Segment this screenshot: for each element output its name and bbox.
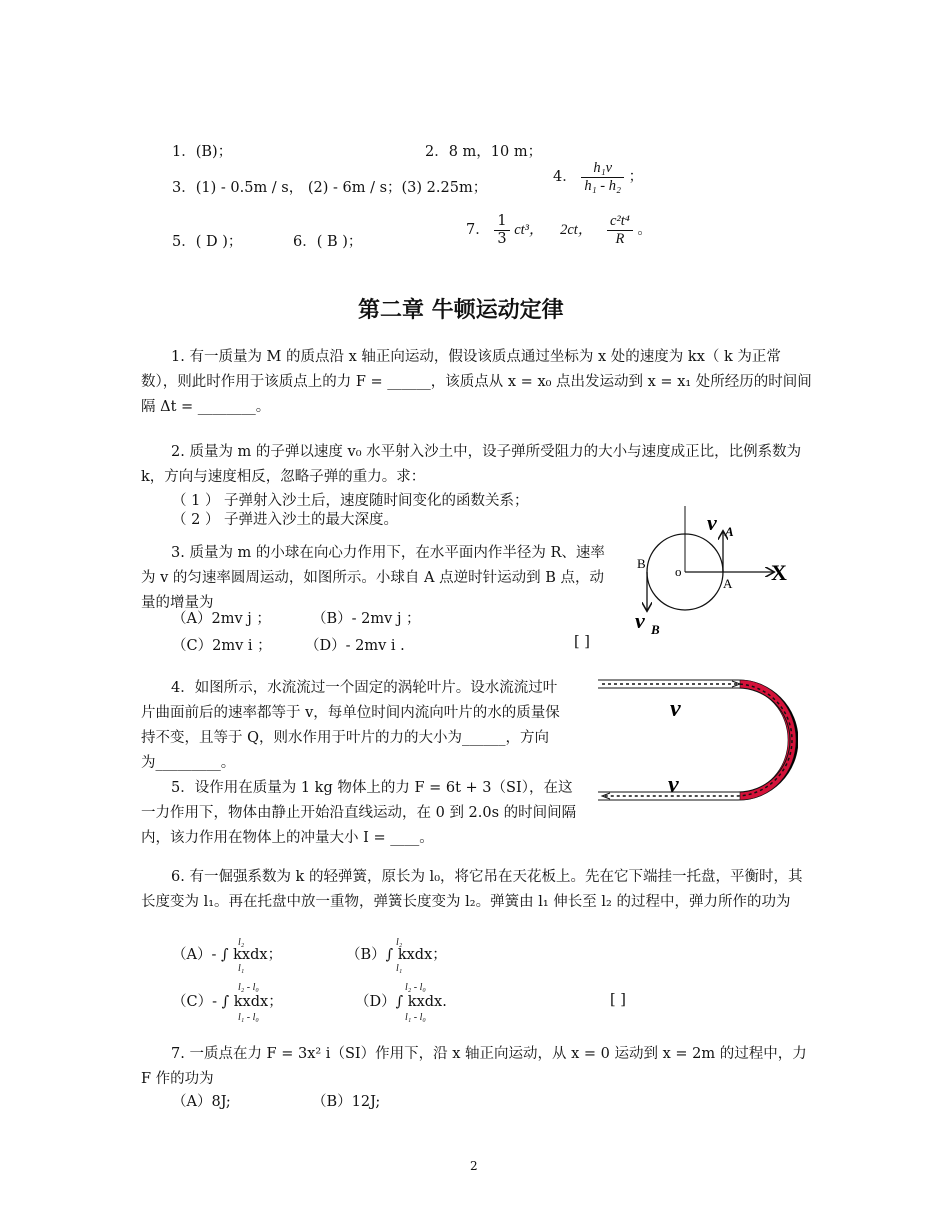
question-3: 3. 质量为 m 的小球在向心力作用下，在水平面内作半径为 R、速率为 v 的匀速率圆周运动，如图所示。小球自 A 点逆时针运动到 B 点，动量的增量为 xyxy=(141,545,605,611)
question-7-option-a: （A）8J; xyxy=(172,1094,231,1110)
point-a-label: A xyxy=(723,576,733,591)
question-6-option-c-text: （C）- ∫ kxdx； xyxy=(172,994,283,1010)
option-a-lower-limit: l₁ xyxy=(238,963,245,974)
answer-4-numerator: h₁v xyxy=(581,160,624,178)
answer-7-term-2: 2ct， xyxy=(560,222,593,239)
answer-5: 5．( D )； xyxy=(172,234,243,250)
question-6-answer-bracket: [ ] xyxy=(610,992,626,1008)
answer-7-label: 7． xyxy=(466,222,490,239)
option-c-upper-limit: l₂ - l₀ xyxy=(238,982,259,993)
answer-4-denominator: h₁ - h₂ xyxy=(584,177,622,194)
question-6-option-b xyxy=(346,937,447,974)
question-4: 4．如图所示，水流流过一个固定的涡轮叶片。设水流流过叶片曲面前后的速率都等于 v，每单位时间内流向叶片的水的质量保持不变，且等于 Q，则水作用于叶片的力的大小为______，方向为_________。 xyxy=(141,680,560,771)
water-flow-line xyxy=(602,684,792,796)
question-2-sub-2: （ 2 ） 子弹进入沙土的最大深度。 xyxy=(172,512,399,528)
blade-inner-edge xyxy=(598,688,790,792)
answer-4-label: 4． xyxy=(553,169,577,186)
question-3-answer-bracket: [ ] xyxy=(574,634,590,650)
answer-7-term-1: ct³， xyxy=(514,222,544,239)
question-2-sub-1: （ 1 ） 子弹射入沙土后，速度随时间变化的函数关系； xyxy=(172,493,529,509)
question-3-option-c: （C）2mv i ； xyxy=(172,638,272,654)
answer-2: 2．8 m，10 m； xyxy=(425,144,543,160)
question-3-option-d: （D）- 2mv i . xyxy=(305,638,405,654)
question-6-option-d-text: （D）∫ kxdx. xyxy=(355,994,447,1010)
velocity-a-subscript: A xyxy=(725,524,734,539)
chapter-title: 第二章 牛顿运动定律 xyxy=(358,298,564,323)
answer-7-tail: 。 xyxy=(637,222,652,239)
answer-7-frac-1-num: 1 xyxy=(494,213,509,231)
option-a-upper-limit: l₂ xyxy=(238,937,245,948)
page-number: 2 xyxy=(470,1159,478,1173)
answer-7 xyxy=(466,213,652,247)
question-3-option-b: （B）- 2mv j ； xyxy=(312,611,421,627)
question-6-option-a-text: （A）- ∫ kxdx； xyxy=(172,947,283,963)
question-6-option-b-text: （B）∫ kxdx； xyxy=(346,947,447,963)
answer-6: 6．( B )； xyxy=(293,234,363,250)
option-b-upper-limit: l₂ xyxy=(396,937,403,948)
option-c-lower-limit: l₁ - l₀ xyxy=(238,1012,259,1023)
option-b-lower-limit: l₁ xyxy=(396,963,403,974)
answer-7-frac-2 xyxy=(607,213,633,247)
answer-7-frac-1-den: 3 xyxy=(497,230,507,247)
velocity-top-label: v xyxy=(670,696,681,722)
question-5: 5．设作用在质量为 1 kg 物体上的力 F = 6t + 3（SI），在这一力作用下，物体由静止开始沿直线运动，在 0 到 2.0s 的时间间隔内，该力作用在物体上的冲量大小 I = ____。 xyxy=(141,780,577,846)
option-d-upper-limit: l₂ - l₀ xyxy=(405,982,426,993)
velocity-bottom-label: v xyxy=(668,772,679,798)
turbine-blade-figure xyxy=(598,672,798,810)
point-b-label: B xyxy=(637,556,646,571)
answer-4-fraction xyxy=(581,160,624,194)
circle-motion-figure xyxy=(615,500,805,640)
origin-label: o xyxy=(675,564,682,579)
answer-3: 3．(1) - 0.5m / s， (2) - 6m / s；(3) 2.25m； xyxy=(172,180,488,196)
answer-7-frac-2-num: c²t⁴ xyxy=(607,213,633,231)
answer-4 xyxy=(553,160,643,194)
question-1: 1. 有一质量为 M 的质点沿 x 轴正向运动，假设该质点通过坐标为 x 处的速度为 kx（ k 为正常数），则此时作用于该质点上的力 F = ______，该质点从 x = x₀ 点出发运动到 x = x₁ 处所经历的时间间隔 Δt = ________。 xyxy=(141,349,812,415)
question-2: 2. 质量为 m 的子弹以速度 v₀ 水平射入沙土中，设子弹所受阻力的大小与速度成正比，比例系数为 k，方向与速度相反，忽略子弹的重力。求： xyxy=(141,444,802,485)
question-6: 6. 有一倔强系数为 k 的轻弹簧，原长为 l₀，将它吊在天花板上。先在它下端挂一托盘，平衡时，其长度变为 l₁。再在托盘中放一重物，弹簧长度变为 l₂。弹簧由 l₁ 伸长至 l₂ 的过程中，弹力所作的功为 xyxy=(141,869,803,910)
answer-4-tail: ； xyxy=(628,169,644,186)
question-3-option-a: （A）2mv j ； xyxy=(172,611,271,627)
answer-1: 1．(B)； xyxy=(172,144,233,160)
velocity-b-subscript: B xyxy=(651,622,660,637)
question-6-option-c xyxy=(172,982,283,1023)
question-6-option-a xyxy=(172,937,283,974)
velocity-b-label: v xyxy=(635,608,645,633)
question-6-option-d xyxy=(355,982,447,1023)
answer-7-frac-1 xyxy=(494,213,509,247)
x-axis-label: X xyxy=(771,560,787,585)
answer-7-frac-2-den: R xyxy=(615,230,625,247)
option-d-lower-limit: l₁ - l₀ xyxy=(405,1012,426,1023)
velocity-a-label: v xyxy=(707,510,717,535)
question-7: 7. 一质点在力 F = 3x² i（SI）作用下，沿 x 轴正向运动，从 x = 0 运动到 x = 2m 的过程中，力 F 作的功为 xyxy=(141,1046,807,1087)
question-7-option-b: （B）12J; xyxy=(312,1094,381,1110)
